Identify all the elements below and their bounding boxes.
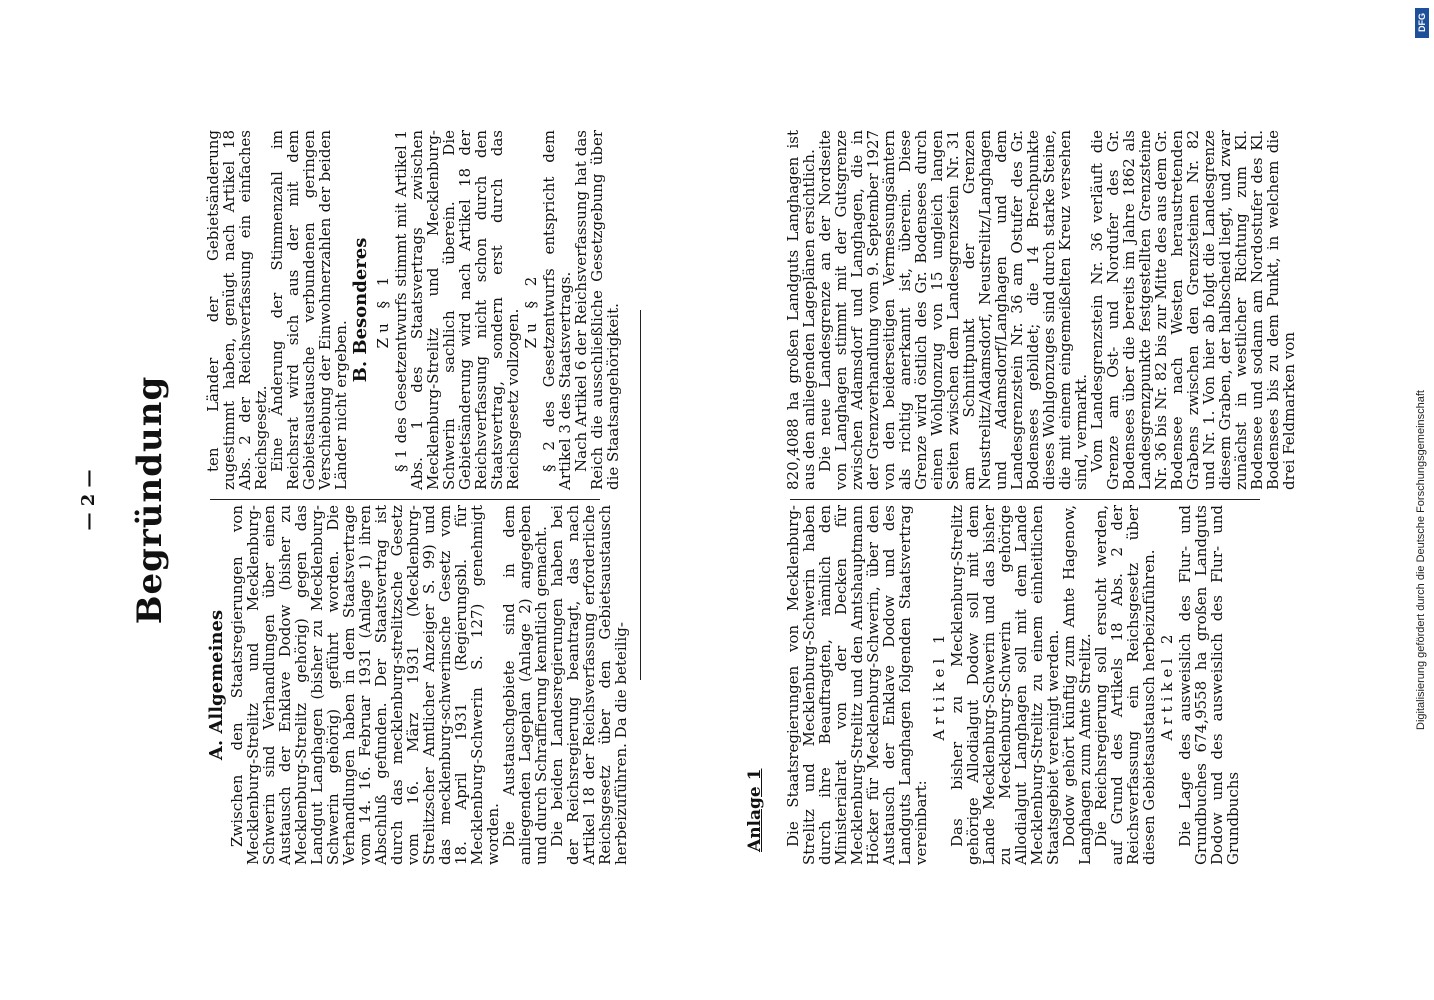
column-divider [210,499,600,500]
paragraph: Eine Änderung der Stimmenzahl im Reichsrat wird sich aus der mit dem Gebietsaustausche verbundenen geringen Verschiebung der Einwohnerzahlen der beiden Länder nicht ergeben. [268,130,350,490]
section-b-column [204,130,622,490]
section-b-heading: B. Besonderes [350,237,371,383]
page-number: — 2 — [78,469,99,531]
section-a-heading: A. Allgemeines [206,609,227,761]
digitization-credit: Digitalisierung gefördert durch die Deutsche Forschungsgemeinschaft [1415,390,1427,730]
dfg-logo-icon: DFG [1415,8,1429,38]
article-heading: Artikel 1 [930,629,948,741]
subsection-heading: Zu § 1 [374,271,392,349]
paragraph: § 2 des Gesetzentwurfs entspricht dem Artikel 3 des Staatsvertrags. [540,130,574,490]
article-heading: Artikel 2 [1158,629,1176,741]
paragraph: Das bisher zu Mecklenburg-Strelitz gehörige Allodialgut Dodow soll mit dem Lande Mecklenburg-Schwerin und das bisher zu Mecklenburg-Schwerin gehörige Allodialgut Langhagen soll mit dem Lande Mecklenburg-Strelitz zu einem einheitlichen Staatsgebiet vereinigt werden. [948,505,1062,865]
anlage-label: Anlage 1 [745,768,765,852]
paragraph: Die Lage des ausweislich des Flur- und Grundbuches 674,9558 ha großen Landguts Dodow und des ausweislich des Flur- und Grundbuchs [1176,505,1242,865]
paragraph: § 1 des Gesetzentwurfs stimmt mit Artikel 1 Abs. 1 des Staatsvertrags zwischen Mecklenburg-Strelitz und Mecklenburg-Schwerin sachlich überein. Die Gebietsänderung wird nach Artikel 18 der Reichsverfassung nicht schon durch den Staatsvertrag, sondern erst durch das Reichsgesetz vollzogen. [392,130,522,490]
paragraph: Die Reichsregierung soll ersucht werden, auf Grund des Artikels 18 Abs. 2 der Reichsverfassung ein Reichsgesetz über diesen Gebietsaustausch herbeizuführen. [1092,505,1158,865]
column-divider [790,499,1260,500]
document-title: Begründung [130,375,170,625]
digitization-credit-strip [1412,0,1434,1000]
anlage-right-column [784,130,1298,490]
paragraph: Die Staatsregierungen von Mecklenburg-Strelitz und Mecklenburg-Schwerin haben durch ihre Beauftragten, nämlich den Ministerialrat von der Decken für Mecklenburg-Strelitz und den Amtshauptmann Höcker für Mecklenburg-Schwerin, über den Austausch der Enklave Dodow und des Landguts Langhagen folgenden Staatsvertrag vereinbart: [784,505,930,865]
separator-line [640,310,641,680]
paragraph: Nach Artikel 6 der Reichsverfassung hat das Reich die ausschließliche Gesetzgebung über die Staatsangehörigkeit. [572,130,622,490]
anlage-left-column [785,505,1265,865]
paragraph: ten Länder der Gebietsänderung zugestimmt haben, genügt nach Artikel 18 Abs. 2 der Reichsverfassung ein einfaches Reichsgesetz. [204,130,270,490]
paragraph: Die neue Landesgrenze an der Nordseite von Langhagen stimmt mit der Gutsgrenze zwischen Adamsdorf und Langhagen, die in der Grenzverhandlung vom 9. September 1927 von den beiderseitigen Vermessungsämtern als richtig anerkannt ist, überein. Diese Grenze wird östlich des Gr. Bodensees durch einen Wohlgonzug von 15 ungleich langen Seiten zwischen dem Landesgrenzstein Nr. 31 am Schnittpunkt der Grenzen Neustrelitz/Adamsdorf, Neustrelitz/Langhagen und Adamsdorf/Langhagen und dem Landesgrenzstein Nr. 36 am Ostufer des Gr. Bodensees gebildet; die 14 Brechpunkte dieses Wohlgonzuges sind durch starke Steine, die mit einem eingemeißelten Kreuz versehen sind, vermarkt. [816,130,1090,490]
paragraph: Dodow gehört künftig zum Amte Hagenow, Langhagen zum Amte Strelitz. [1060,505,1094,865]
paragraph: Die Austauschgebiete sind in dem anliegenden Lageplan (Anlage 2) angegeben und durch Schraffierung kenntlich gemacht. [500,505,550,865]
paragraph: 820,4088 ha großen Landguts Langhagen ist aus den anliegenden Lageplänen ersichtlich. [784,130,818,490]
paragraph: Die beiden Landesregierungen haben bei der Reichsregierung beantragt, das nach Artikel 18 der Reichsverfassung erforderliche Reichsgesetz über den Gebietsaustausch herbeizuführen. Da die beteilig- [548,505,630,865]
paragraph: Vom Landesgrenzstein Nr. 36 verläuft die Grenze am Ost- und Nordufer des Gr. Bodensees über die bereits im Jahre 1862 als Landesgrenzpunkte festgestellten Grenzsteine Nr. 36 bis Nr. 82 bis zur Mitte des aus dem Gr. Bodensee nach Westen heraustretenden Grabens zwischen den Grenzsteinen Nr. 82 und Nr. 1. Von hier ab folgt die Landesgrenze diesem Graben, der halbscheid liegt, und zwar zunächst in westlicher Richtung zum Kl. Bodensee und sodann am Nordostufer des Kl. Bodensees bis zu dem Punkt, in welchem die drei Feldmarken von [1088,130,1298,490]
subsection-heading: Zu § 2 [522,271,540,349]
section-a-column [205,505,630,865]
paragraph: Zwischen den Staatsregierungen von Mecklenburg-Strelitz und Mecklenburg-Schwerin sind Verhandlungen über einen Austausch der Enklave Dodow (bisher zu Mecklenburg-Strelitz gehörig) gegen das Landgut Langhagen (bisher zu Mecklenburg-Schwerin gehörig) geführt worden. Die Verhandlungen haben in dem Staatsvertrage vom 14. 16. Februar 1931 (Anlage 1) ihren Abschluß gefunden. Der Staatsvertrag ist durch das mecklenburg-strelitzsche Gesetz vom 16. März 1931 (Mecklenburg-Strelitzscher Amtlicher Anzeiger S. 99) und das mecklenburg-schwerinsche Gesetz vom 18. April 1931 (Regierungsbl. für Mecklenburg-Schwerin S. 127) genehmigt worden. [228,505,502,865]
